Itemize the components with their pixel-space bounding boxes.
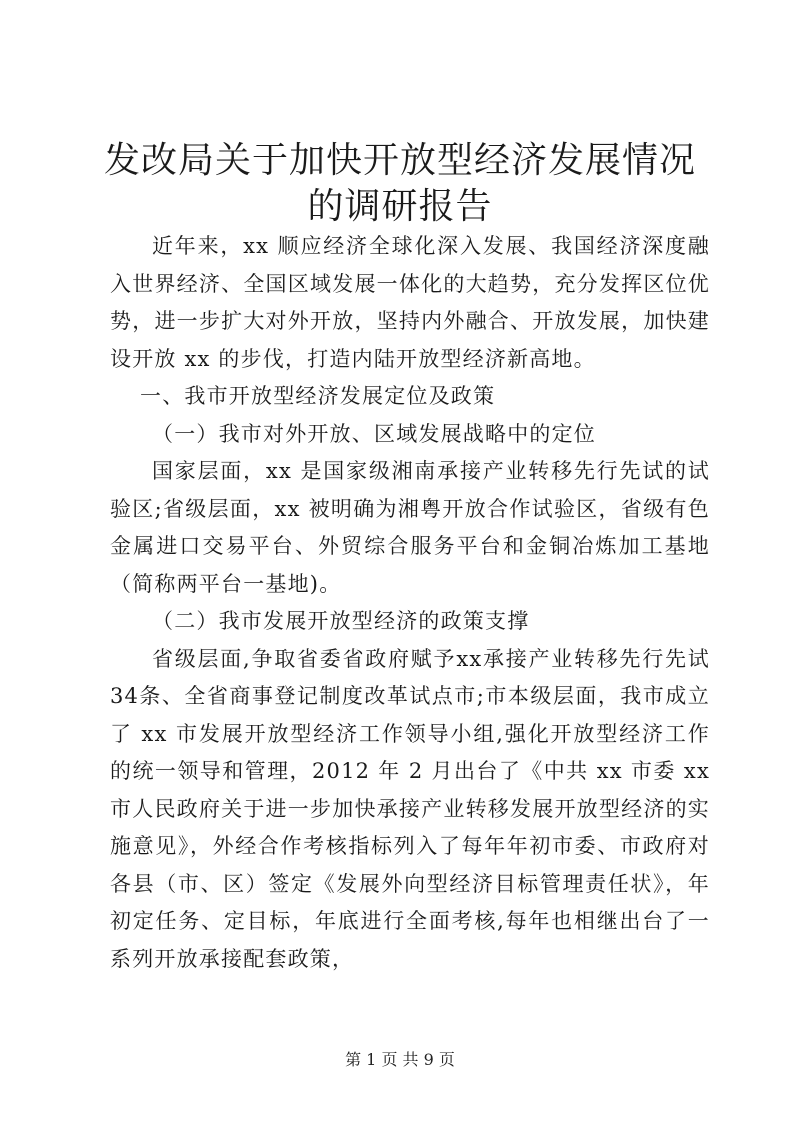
subsection-heading-1: （一）我市对外开放、区域发展战略中的定位: [152, 421, 596, 446]
body-paragraph-positioning: 国家层面，xx 是国家级湘南承接产业转移先行先试的试验区;省级层面，xx 被明确为湘粤开放合作试验区，省级有色金属进口交易平台、外贸综合服务平台和金铜冶炼加工基地（简称两平台一基地)。: [110, 459, 710, 596]
intro-paragraph: 近年来，xx 顺应经济全球化深入发展、我国经济深度融入世界经济、全国区域发展一体化的大趋势，充分发挥区位优势，进一步扩大对外开放，坚持内外融合、开放发展，加快建设开放 xx 的步伐，打造内陆开放型经济新高地。: [110, 234, 710, 371]
document-title: 发改局关于加快开放型经济发展情况的调研报告: [103, 140, 696, 227]
document-body: [110, 228, 710, 978]
body-paragraph-policy: 省级层面,争取省委省政府赋予xx承接产业转移先行先试34条、全省商事登记制度改革试点市;市本级层面，我市成立了 xx 市发展开放型经济工作领导小组,强化开放型经济工作的统一领导和管理，2012 年 2 月出台了《中共 xx 市委 xx 市人民政府关于进一步加快承接产业转移发展开放型经济的实施意见》，外经合作考核指标列入了每年年初市委、市政府对各县（市、区）签定《发展外向型经济目标管理责任状》，年初定任务、定目标，年底进行全面考核,每年也相继出台了一系列开放承接配套政策，: [110, 646, 710, 971]
page-number-footer: 第 1 页 共 9 页: [345, 1050, 455, 1069]
subsection-heading-2: （二）我市发展开放型经济的政策支撑: [152, 609, 530, 633]
section-heading-1: 一、我市开放型经济发展定位及政策: [140, 384, 496, 408]
